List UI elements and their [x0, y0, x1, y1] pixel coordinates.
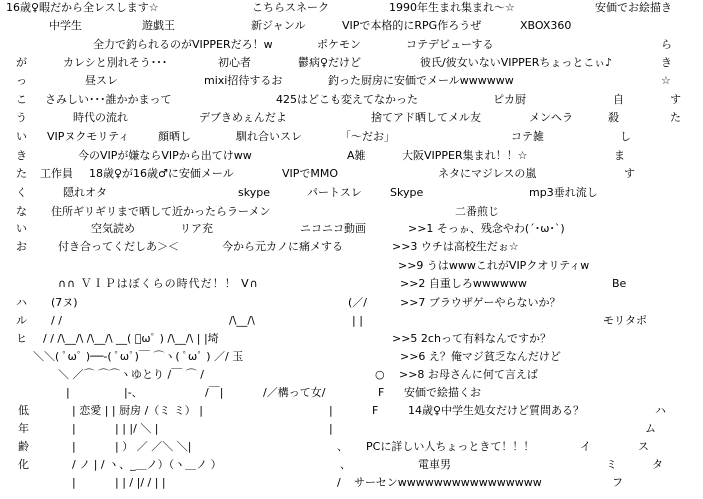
reply-text[interactable]: >>9 うはwwwこれがVIPクオリティw [398, 259, 590, 272]
ascii-art-characters: ＼＼( ﾟωﾟ )──-( ﾟωﾟ)￣ ⌒ヽ( ﾟωﾟ ) ／/ 玉 [33, 350, 244, 363]
vertical-title-char: い [16, 222, 27, 235]
ascii-art-fragment: /\__/\ [229, 314, 255, 327]
ascii-art-fragment: /￣| [205, 386, 224, 399]
thread-title[interactable]: /／構って女/ [263, 386, 326, 399]
ascii-art-fragment: | [329, 422, 333, 435]
thread-title[interactable]: VIPで本格的にRPG作ろうぜ [342, 19, 482, 32]
ascii-art-fragment: | [329, 404, 333, 417]
thread-title[interactable]: 中学生 [49, 19, 82, 32]
reply-text[interactable]: >>8 お母さんに何て言えば [399, 368, 538, 381]
ascii-art-fragment: | ） ／ ／＼ ＼| [115, 440, 192, 453]
ascii-art-fragment: 、 [340, 458, 351, 471]
thread-title[interactable]: ニコニコ動画 [300, 222, 366, 235]
ascii-art-fragment: (／/ [348, 296, 367, 309]
vertical-title-char: ら [661, 38, 672, 51]
vertical-title-char: い [16, 130, 27, 143]
ascii-art-fragment: | [72, 440, 76, 453]
ascii-art-fragment: ＼ ／⌒ ⌒⌒ヽゆとり /￣ ⌒ / [58, 368, 204, 381]
vertical-title-char: 年 [18, 422, 29, 435]
thread-title[interactable]: 14歳♀中学生処女だけど質問ある？ [408, 404, 585, 417]
thread-title[interactable]: 鬱病♀だけど [298, 56, 362, 69]
vertical-title-char: し [620, 130, 631, 143]
thread-title[interactable]: ピカ厨 [493, 93, 526, 106]
thread-title[interactable]: 今のVIPが嫌ならVIPから出てけww [78, 149, 252, 162]
vertical-title-char: ハ [16, 296, 27, 309]
vertical-title-char: 殺 [608, 111, 619, 124]
ascii-art-characters: / / /\__/\ /\__/\ __( ﾟωﾟ ) /\__/\ | |埼 [43, 332, 219, 345]
thread-title[interactable]: 今から元カノに痛メする [222, 240, 343, 253]
vertical-title-char: す [670, 93, 681, 106]
thread-title[interactable]: 全力で釣られるのがVIPPERだろ！w [93, 38, 273, 51]
vertical-title-char: く [16, 186, 27, 199]
vertical-title-char: フ [612, 476, 623, 489]
reply-text[interactable]: >>2 自重しろwwwwww [400, 277, 527, 290]
thread-title[interactable]: Skype [390, 186, 424, 199]
thread-title[interactable]: 捨てアド晒してメル友 [371, 111, 481, 124]
thread-title[interactable]: さみしい･･･誰かかまって [45, 93, 172, 106]
vertical-title-char: な [16, 205, 27, 218]
ascii-art-fragment: | | / |/ / | | [115, 476, 166, 489]
thread-title[interactable]: 顔晒し [158, 130, 191, 143]
thread-title[interactable]: こちらスネーク [252, 1, 329, 14]
reply-text[interactable]: >>1 そっゕ、残念やわ(´･ω･`) [408, 222, 565, 235]
thread-title[interactable]: 新ジャンル [251, 19, 306, 32]
thread-title[interactable]: 遊戯王 [142, 19, 175, 32]
thread-title[interactable]: ポケモン [317, 38, 361, 51]
vertical-title-char: が [16, 56, 27, 69]
reply-text[interactable]: >>5 2chって有料なんですか？ [392, 332, 551, 345]
vertical-title-char: ム [645, 422, 656, 435]
vertical-title-char: き [661, 56, 672, 69]
ascii-art-fragment: ○ [375, 368, 385, 381]
vertical-title-char: F [372, 404, 379, 417]
ascii-art-fragment: / / [51, 314, 62, 327]
thread-title[interactable]: 425はどこも変えてなかった [276, 93, 418, 106]
ascii-art-banner: ∩∩ ＶＩＰはぼくらの時代だ！！ V∩ [58, 277, 259, 290]
thread-title[interactable]: A雑 [347, 149, 366, 162]
vertical-title-char: ヒ [16, 332, 27, 345]
thread-title[interactable]: VIPでMMO [282, 167, 339, 180]
thread-title[interactable]: 付き合ってくだしあ＞＜ [58, 240, 179, 253]
ascii-art-fragment: | [66, 386, 70, 399]
vertical-title-char: お [16, 240, 27, 253]
thread-title[interactable]: 1990年生まれ集まれ～☆ [389, 1, 515, 14]
vertical-title-char: ス [638, 440, 649, 453]
thread-title[interactable]: 隠れオタ [63, 186, 107, 199]
thread-title[interactable]: 16歳♀暇だから全レスします☆ [6, 1, 159, 14]
thread-title[interactable]: Be [612, 277, 627, 290]
thread-title[interactable]: カレシと別れそう･･･ [63, 56, 168, 69]
ascii-art-fragment: 、 [337, 440, 348, 453]
ascii-art-fragment: | | |/ ＼ | [115, 422, 159, 435]
thread-title[interactable]: サーセンwwwwwwwwwwwwwwww [354, 476, 542, 489]
thread-title[interactable]: 18歳♀が16歳♂に安価メール [89, 167, 234, 180]
vertical-title-char: 齢 [18, 440, 29, 453]
vertical-title-char: F [378, 386, 385, 399]
thread-title[interactable]: PCに詳しい人ちょっときて！！！ [366, 440, 535, 453]
thread-title[interactable]: デブきめぇんだよ [199, 111, 287, 124]
vertical-title-char: 低 [18, 404, 29, 417]
vertical-title-char: タ [652, 458, 663, 471]
thread-title[interactable]: 空気読め [91, 222, 135, 235]
thread-title[interactable]: 安価で絵描くお [404, 386, 481, 399]
thread-title[interactable]: 住所ギリギリまで晒して近かったらラーメン [51, 205, 271, 218]
thread-title[interactable]: 馴れ合いスレ [236, 130, 302, 143]
thread-title[interactable]: 工作員 [40, 167, 73, 180]
thread-title[interactable]: XBOX360 [520, 19, 572, 32]
vertical-title-char: う [16, 111, 27, 124]
thread-title[interactable]: パートスレ [307, 186, 362, 199]
thread-title[interactable]: 初心者 [218, 56, 251, 69]
ascii-art-fragment: / [337, 476, 341, 489]
reply-text[interactable]: >>6 え？俺マジ貧乏なんだけど [400, 350, 561, 363]
ascii-art-fragment: | [72, 476, 76, 489]
vertical-title-char: 化 [18, 458, 29, 471]
ascii-art-fragment: / ノ | / ヽ、_＿ノ）（ヽ＿ノ ） [72, 458, 222, 471]
thread-title[interactable]: コテ雑 [511, 130, 544, 143]
thread-title[interactable]: 「～だお」 [340, 130, 395, 143]
vertical-title-char: 自 [613, 93, 624, 106]
thread-title[interactable]: 大阪VIPPER集まれ！！☆ [402, 149, 528, 162]
vertical-title-char: イ [580, 440, 591, 453]
vertical-title-char: こ [16, 93, 27, 106]
thread-title[interactable]: メンヘラ [529, 111, 573, 124]
vertical-title-char: た [670, 111, 681, 124]
thread-title[interactable]: mp3垂れ流し [529, 186, 598, 199]
thread-title[interactable]: 彼氏/彼女いないVIPPERちょっとこぃ♪ [420, 56, 613, 69]
vertical-title-char: ミ [606, 458, 617, 471]
thread-title[interactable]: 電車男 [418, 458, 451, 471]
vertical-title-char: ま [614, 149, 625, 162]
vertical-title-char: っ [16, 74, 27, 87]
vertical-title-char: ル [16, 314, 27, 327]
thread-title[interactable]: 安価でお絵描き [595, 1, 672, 14]
thread-title[interactable]: 時代の流れ [73, 111, 128, 124]
ascii-art-fragment: |-、 [124, 386, 143, 399]
vertical-title-char: た [16, 167, 27, 180]
thread-title[interactable]: リア充 [180, 222, 213, 235]
thread-title[interactable]: モリタポ [603, 314, 647, 327]
ascii-art-fragment: | | [352, 314, 363, 327]
ascii-art-desk: | 恋愛 | | 厨房 /（ミ ミ） | [72, 404, 204, 417]
thread-title[interactable]: 二番煎じ [455, 205, 499, 218]
thread-title[interactable]: 昼スレ [85, 74, 118, 87]
vertical-title-char: す [624, 167, 635, 180]
reply-text[interactable]: >>3 ウチは高校生だぉ☆ [392, 240, 519, 253]
reply-text[interactable]: >>7 ブラウザゲーやらないか？ [400, 296, 561, 309]
vertical-title-char: ☆ [661, 74, 671, 87]
ascii-art-fragment: | [72, 422, 76, 435]
vertical-title-char: き [16, 149, 27, 162]
ascii-art-fragment: (7ヌ) [51, 296, 78, 309]
thread-title[interactable]: mixi招待するお [204, 74, 283, 87]
thread-title[interactable]: コテデビューする [406, 38, 494, 51]
thread-title[interactable]: VIPヌクモリティ [47, 130, 130, 143]
thread-title[interactable]: skype [238, 186, 270, 199]
vertical-title-char: ハ [655, 404, 666, 417]
thread-title[interactable]: 釣った厨房に安価でメールwwwwww [328, 74, 514, 87]
thread-title[interactable]: ネタにマジレスの嵐 [438, 167, 537, 180]
